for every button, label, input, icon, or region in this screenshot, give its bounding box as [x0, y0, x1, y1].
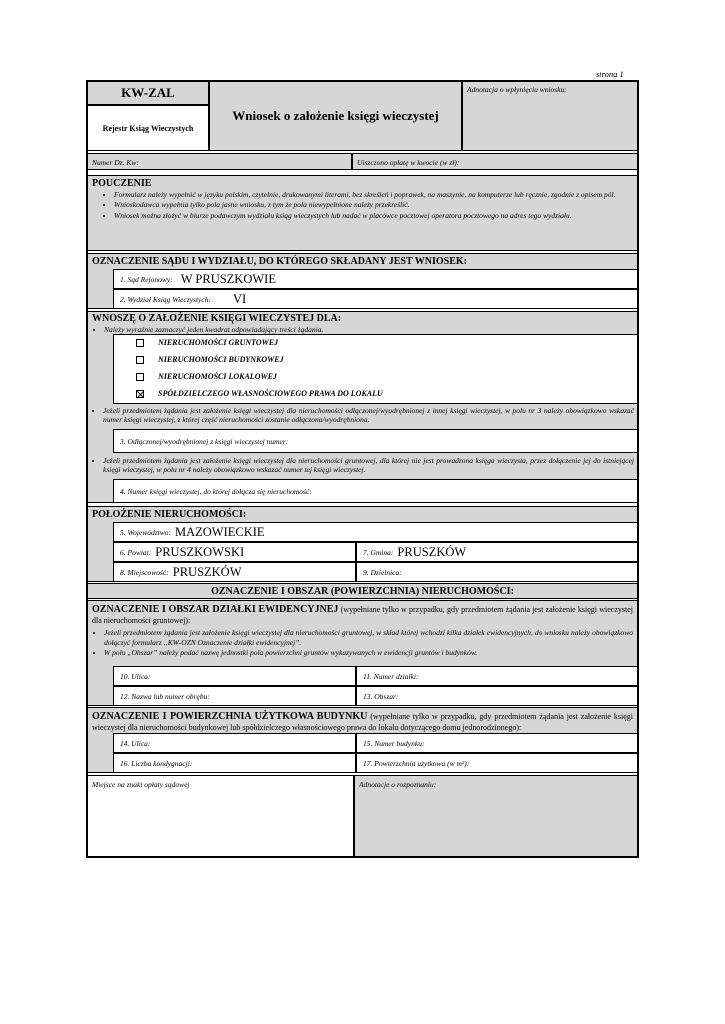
instructions-title: POUCZENIE	[92, 178, 152, 189]
checked-checkbox-icon[interactable]	[136, 390, 144, 398]
separated-note: • Jeżeli przedmiotem żądania jest założenie księgi wieczystej dla nieruchomości odłączonej/wyodrębnionej z innej księgi wieczystej, w polu nr 3 należy obowiązkowo wskazać numer księgi wieczystej, z której część nieruchomości zostanie odłączona/wyodrębniona.	[103, 406, 634, 425]
form-code: KW-ZAL	[87, 81, 209, 105]
option-land[interactable]: NIERUCHOMOŚCI GRUNTOWEJ	[136, 338, 278, 347]
request-note: • Należy wyraźnie zaznaczyć jeden kwadrat odpowiadający treści żądania.	[104, 325, 637, 334]
commune-value: PRUSZKÓW	[397, 544, 467, 559]
plot-note: • Jeżeli przedmiotem żądania jest założenie księgi wieczystej dla nieruchomości gruntowej, w skład której wchodzi kilka działek ewidencyjnych, do wniosku należy obowiązkowo dołączyć formularz „KW-OZN Oznaczenie działki ewidencyjnej”.	[104, 628, 633, 647]
location-title: POŁOŻENIE NIERUCHOMOŚCI:	[92, 509, 247, 520]
area-title: OZNACZENIE I OBSZAR (POWIERZCHNIA) NIERUCHOMOŚCI:	[87, 583, 638, 599]
storeys-field[interactable]: 16. Liczba kondygnacji:	[113, 753, 356, 773]
checkbox-icon[interactable]	[136, 373, 144, 381]
option-cooperative-right[interactable]: SPÓŁDZIELCZEGO WŁASNOŚCIOWEGO PRAWA DO LOKALU	[136, 389, 383, 398]
option-building[interactable]: NIERUCHOMOŚCI BUDYNKOWEJ	[136, 355, 284, 364]
plot-number-field[interactable]: 11. Numer działki:	[356, 666, 638, 686]
checkbox-icon[interactable]	[136, 356, 144, 364]
voivodeship-value: MAZOWIECKIE	[174, 524, 265, 539]
locality-field[interactable]: 8. Miejscowość: PRUSZKÓW	[113, 562, 356, 582]
district-court-value: W PRUSZKOWIE	[180, 271, 276, 286]
voivodeship-field[interactable]: 5. Województwo: MAZOWIECKIE	[113, 522, 638, 542]
option-premises[interactable]: NIERUCHOMOŚCI LOKALOWEJ	[136, 372, 277, 381]
precinct-field[interactable]: 12. Nazwa lub numer obrębu:	[113, 686, 356, 706]
decision-notes: Adnotacje o rozpoznaniu:	[354, 775, 638, 857]
instructions-list	[92, 190, 633, 220]
county-field[interactable]: 6. Powiat: PRUSZKOWSKI	[113, 542, 356, 562]
attach-note: • Jeżeli przedmiotem żądania jest założenie księgi wieczystej dla nieruchomości gruntowej, dla której nie jest prowadzona księga wieczysta, przez dołączenie jej do istniejącej księgi wieczystej, w polu nr 4 należy obowiązkowo wskazać numer tej księgi wieczystej.	[103, 456, 634, 475]
instructions-section	[87, 175, 638, 251]
usable-area-field[interactable]: 17. Powierzchnia użytkowa (w m²):	[356, 753, 638, 773]
district-field[interactable]: 9. Dzielnica:	[356, 562, 638, 582]
checkbox-icon[interactable]	[136, 339, 144, 347]
district-court-field[interactable]: 1. Sąd Rejonowy: W PRUSZKOWIE	[113, 269, 638, 289]
receipt-note: Adnotacja o wpłynięciu wniosku:	[462, 81, 638, 151]
fee-stamp-area: Miejsce na znaki opłaty sądowej	[87, 775, 354, 857]
fee-field: Uiszczono opłatę w kwocie (w zł):	[352, 153, 638, 170]
court-title: OZNACZENIE SĄDU I WYDZIAŁU, DO KTÓREGO SKŁADANY JEST WNIOSEK:	[92, 256, 467, 267]
separated-register-field[interactable]: 3. Odłączonej/wyodrębnionej z księgi wieczystej numer:	[113, 429, 638, 453]
registry-label: Rejestr Ksiąg Wieczystych	[87, 105, 209, 151]
attach-register-field[interactable]: 4. Numer księgi wieczystej, do której dołącza się nieruchomość:	[113, 479, 638, 503]
plot-note: • W polu „Obszar” należy podać nazwę jednostki pola powierzchni gruntów wykazywanych w ewidencji gruntów i budynków.	[104, 648, 633, 657]
building-description: (wypełniane tylko w przypadku, gdy przedmiotem żądania jest założenie księgi wieczystej dla nieruchomości budynkowej lub spółdzielczego własnościowego prawa do lokalu dotyczącego domu jednorodzinnego):	[92, 712, 633, 732]
commune-field[interactable]: 7. Gmina: PRUSZKÓW	[356, 542, 638, 562]
building-street-field[interactable]: 14. Ulica:	[113, 733, 356, 753]
request-title: WNOSZĘ O ZAŁOŻENIE KSIĘGI WIECZYSTEJ DLA:	[92, 313, 342, 324]
form-title: Wniosek o założenie księgi wieczystej	[209, 81, 462, 151]
department-value: VI	[232, 291, 247, 306]
building-title: OZNACZENIE I POWIERZCHNIA UŻYTKOWA BUDYNKU	[92, 711, 368, 722]
plot-title: OZNACZENIE I OBSZAR DZIAŁKI EWIDENCYJNEJ	[92, 604, 339, 615]
street-field[interactable]: 10. Ulica:	[113, 666, 356, 686]
instruction-item: • Formularz należy wypełnić w języku polskim, czytelnie, drukowanymi literami, bez skreśleń i poprawek, na maszynie, na komputerze lub ręcznie, zgodnie z opisem pól.	[114, 190, 633, 199]
instruction-item: • Wniosek można złożyć w biurze podawczym wydziału ksiąg wieczystych lub nadać w placówce pocztowej operatora pocztowego na adres tego wydziału.	[114, 211, 633, 220]
land-registry-department-field[interactable]: 2. Wydział Ksiąg Wieczystych: VI	[113, 289, 638, 309]
page-number: strona 1	[596, 69, 624, 79]
area-field[interactable]: 13. Obszar:	[356, 686, 638, 706]
plot-description: (wypełniane tylko w przypadku, gdy przedmiotem żądania jest założenie księgi wieczystej dla nieruchomości gruntowej):	[92, 605, 633, 625]
record-number-field: Numer Dz. Kw:	[87, 153, 352, 170]
instruction-item: • Wnioskodawca wypełnia tylko pola jasne wniosku, z tym że pola niewypełnione należy przekreślić.	[114, 200, 633, 209]
building-number-field[interactable]: 15. Numer budynku:	[356, 733, 638, 753]
county-value: PRUSZKOWSKI	[155, 544, 245, 559]
locality-value: PRUSZKÓW	[172, 564, 242, 579]
